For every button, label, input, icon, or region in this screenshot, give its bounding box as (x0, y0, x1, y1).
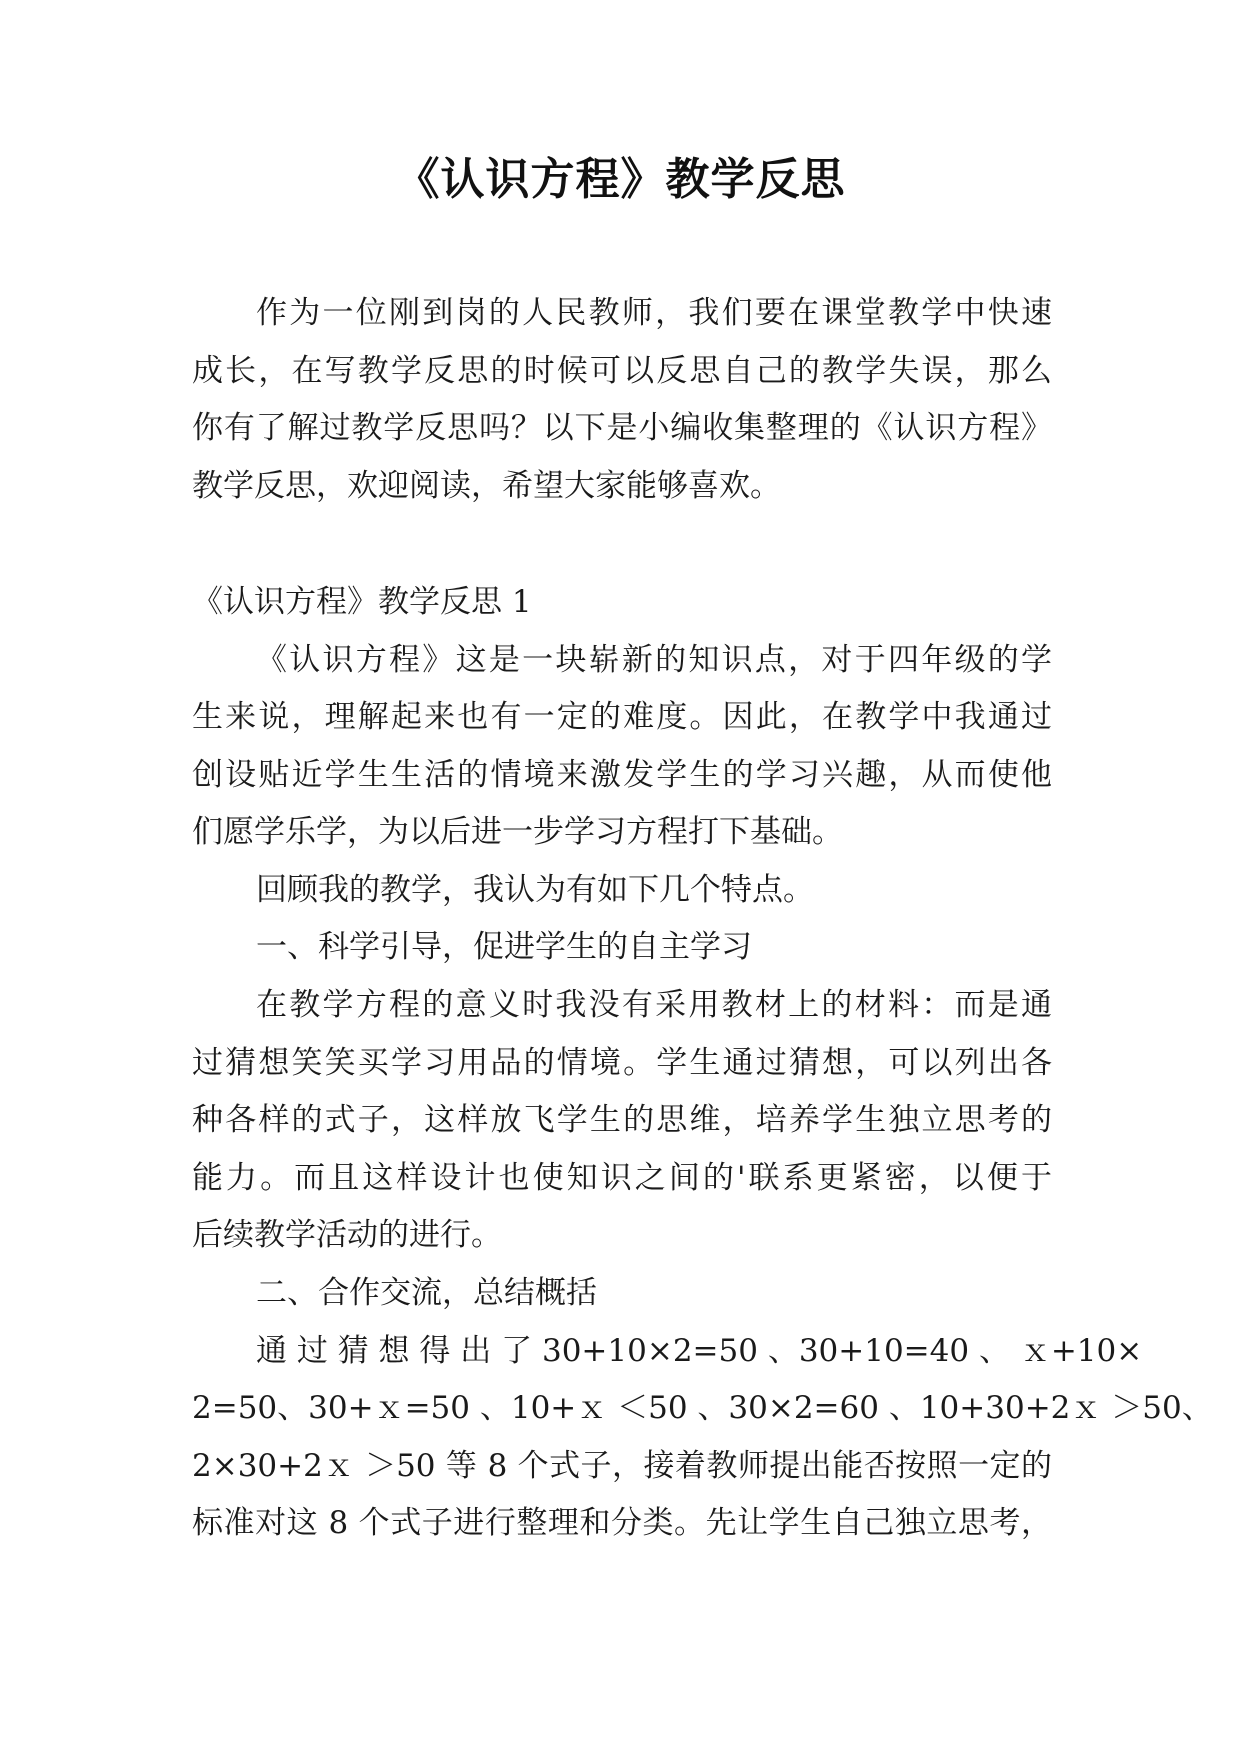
para3-line-4: 能力。而且这样设计也使知识之间的'联系更紧密，以便于 (192, 1160, 1052, 1196)
document-title: 《认识方程》教学反思 (395, 154, 846, 205)
para1-line-3: 创设贴近学生生活的情境来激发学生的学习兴趣，从而使他 (192, 757, 1052, 793)
para4-line-3: 2×30+2ｘ ＞50 等 8 个式子，接着教师提出能否按照一定的 (192, 1448, 1052, 1484)
section-heading: 《认识方程》教学反思 1 (192, 584, 532, 620)
para3-line-2: 过猜想笑笑买学习用品的情境。学生通过猜想，可以列出各 (192, 1045, 1052, 1081)
para1-line-1: 《认识方程》这是一块崭新的知识点，对于四年级的学 (256, 642, 1052, 678)
para1-line-4: 们愿学乐学，为以后进一步学习方程打下基础。 (192, 814, 843, 850)
para3-line-5: 后续教学活动的进行。 (192, 1217, 502, 1253)
intro-line-3: 你有了解过教学反思吗？以下是小编收集整理的《认识方程》 (192, 410, 1052, 446)
intro-line-4: 教学反思，欢迎阅读，希望大家能够喜欢。 (192, 468, 781, 504)
para4-line-1: 通 过 猜 想 得 出 了 30+10×2=50 、30+10=40 、 ｘ+10× (256, 1333, 1143, 1369)
para1-line-2: 生来说，理解起来也有一定的难度。因此，在教学中我通过 (192, 699, 1052, 735)
para3-line-3: 种各样的式子，这样放飞学生的思维，培养学生独立思考的 (192, 1102, 1052, 1138)
intro-line-2: 成长，在写教学反思的时候可以反思自己的教学失误，那么 (192, 353, 1052, 389)
para4-line-2: 2=50、30+ｘ=50 、10+ｘ ＜50 、30×2=60 、10+30+2ｘ ＞50、 (192, 1390, 1213, 1426)
point1-heading: 一、科学引导，促进学生的自主学习 (256, 929, 752, 965)
para3-line-1: 在教学方程的意义时我没有采用教材上的材料：而是通 (256, 987, 1052, 1023)
point2-heading: 二、合作交流，总结概括 (256, 1275, 597, 1311)
intro-line-1: 作为一位刚到岗的人民教师，我们要在课堂教学中快速 (256, 295, 1052, 331)
para2-line-1: 回顾我的教学，我认为有如下几个特点。 (256, 872, 814, 908)
para4-line-4: 标准对这 8 个式子进行整理和分类。先让学生自己独立思考， (192, 1505, 1052, 1541)
